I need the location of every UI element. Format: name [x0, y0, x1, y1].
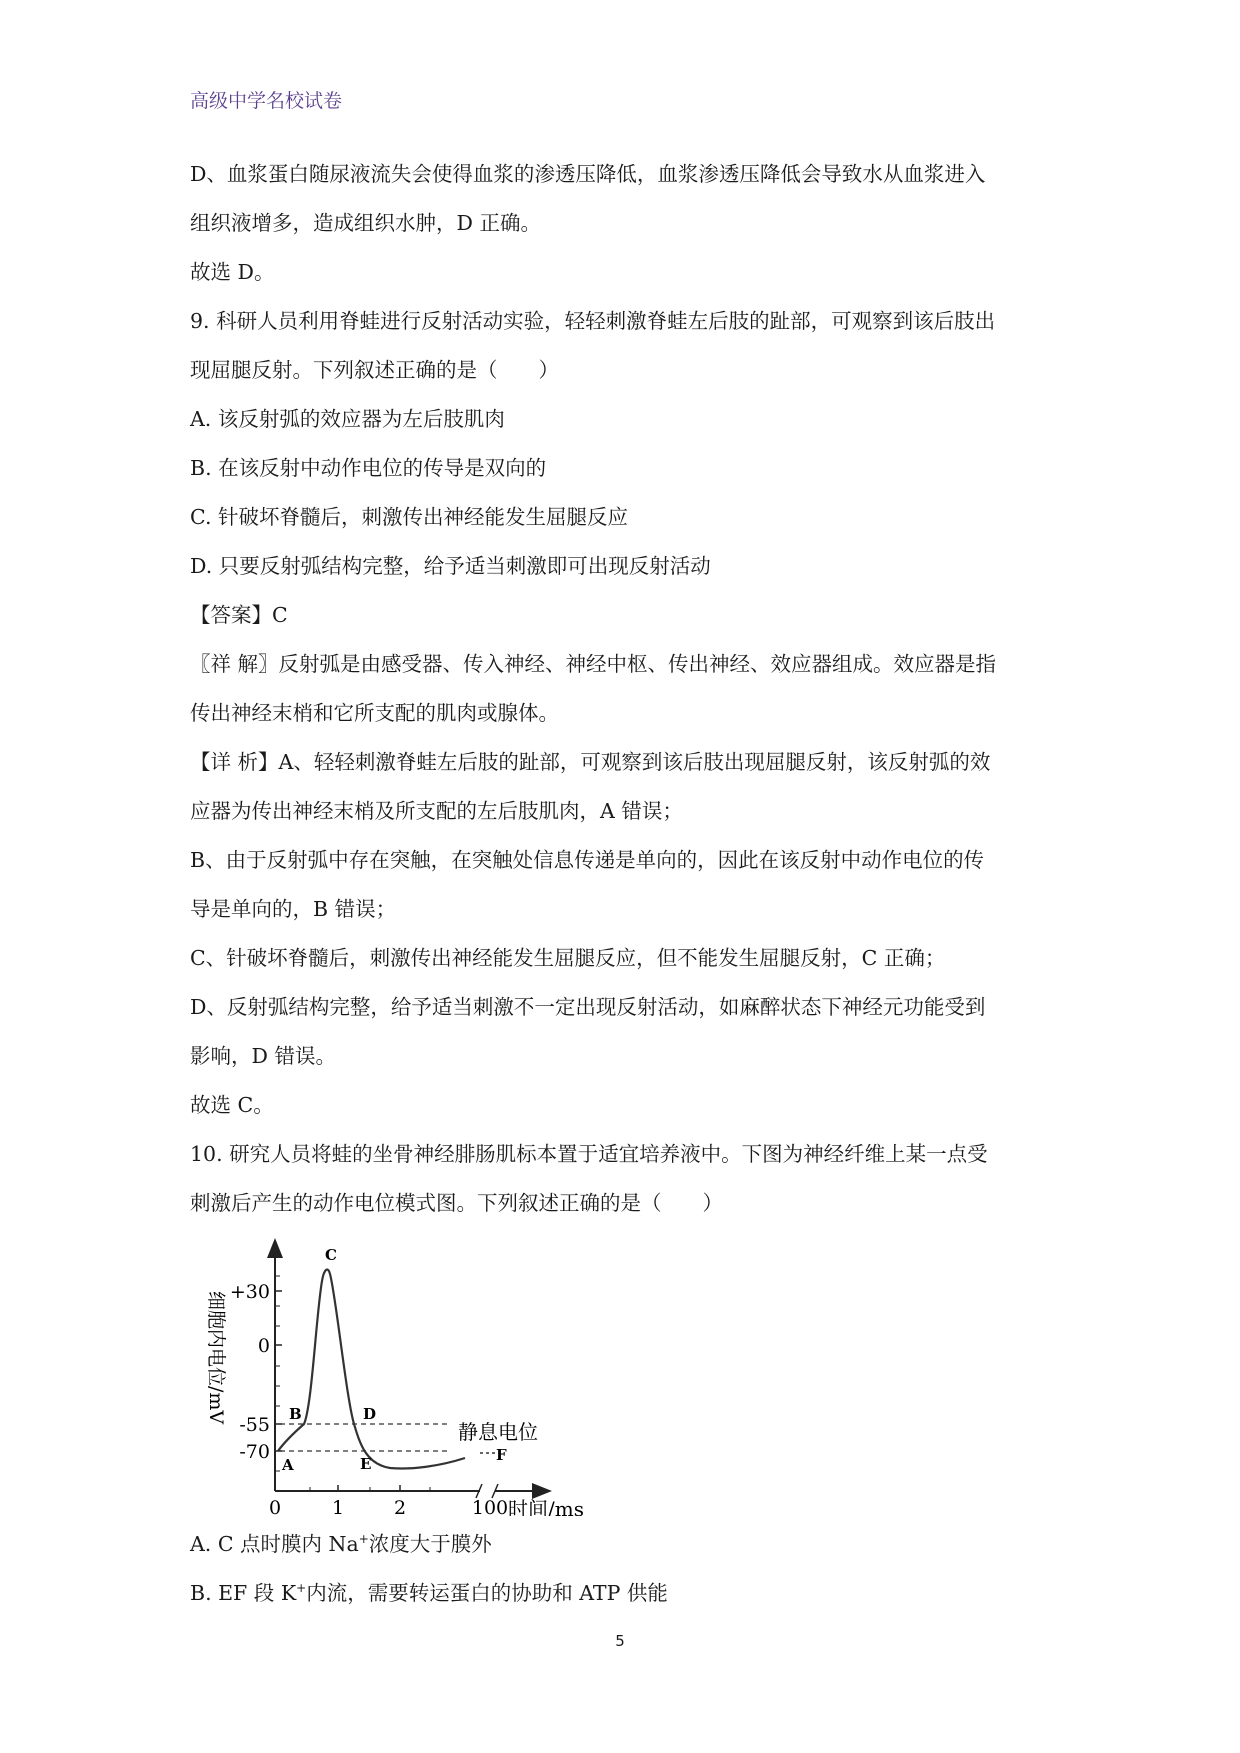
x-tick-label: 1: [331, 1497, 345, 1516]
point-label: D: [363, 1405, 377, 1423]
point-label: A: [282, 1456, 294, 1474]
analysis-text: D、反射弧结构完整，给予适当刺激不一定出现反射活动，如麻醉状态下神经元功能受到: [190, 995, 986, 1019]
analysis-text: 应器为传出神经末梢及所支配的左后肢肌肉，A 错误；: [190, 799, 683, 823]
question-10-stem: 刺激后产生的动作电位模式图。下列叙述正确的是（ ）: [190, 1191, 723, 1215]
text-line: 组织液增多，造成组织水肿，D 正确。: [190, 211, 541, 235]
analysis-text: 【详 析】A、轻轻刺激脊蛙左后肢的趾部，可观察到该后肢出现屈腿反射，该反射弧的效: [190, 750, 991, 774]
point-label: B: [289, 1405, 302, 1423]
option-b: B. EF 段 K+内流，需要转运蛋白的协助和 ATP 供能: [190, 1581, 668, 1605]
conclusion: 故选 C。: [190, 1093, 274, 1117]
potential-curve: [278, 1270, 465, 1469]
point-label: F: [496, 1446, 507, 1464]
answer: 【答案】C: [190, 603, 288, 627]
analysis-text: C、针破坏脊髓后，刺激传出神经能发生屈腿反应，但不能发生屈腿反射，C 正确；: [190, 946, 946, 970]
option-a: A. 该反射弧的效应器为左后肢肌肉: [190, 407, 505, 431]
x-axis-label: 时间/ms: [508, 1497, 584, 1516]
analysis-text: 影响，D 错误。: [190, 1044, 336, 1068]
analysis-text: B、由于反射弧中存在突触，在突触处信息传递是单向的，因此在该反射中动作电位的传: [190, 848, 985, 872]
option-d: D. 只要反射弧结构完整，给予适当刺激即可出现反射活动: [190, 554, 711, 578]
x-tick-label: 100: [471, 1497, 509, 1516]
resting-potential-label: 静息电位: [458, 1420, 538, 1444]
question-text: [190, 156, 1070, 1234]
y-tick-label: -70: [239, 1441, 270, 1463]
action-potential-figure: [190, 1236, 630, 1516]
y-tick-label: 0: [257, 1335, 270, 1357]
y-tick-label: +30: [229, 1281, 270, 1303]
analysis-text: 导是单向的，B 错误；: [190, 897, 397, 921]
point-label: C: [325, 1246, 337, 1264]
option-c: C. 针破坏脊髓后，刺激传出神经能发生屈腿反应: [190, 505, 628, 529]
question-10-options: [190, 1526, 1070, 1624]
text-line: 故选 D。: [190, 260, 275, 284]
x-tick-label: 0: [268, 1497, 282, 1516]
y-axis-label: 细胞内电位/mV: [205, 1291, 227, 1425]
page-number: 5: [615, 1632, 625, 1650]
hint-text: 〖祥 解〗反射弧是由感受器、传入神经、神经中枢、传出神经、效应器组成。效应器是指: [190, 652, 997, 676]
option-a: A. C 点时膜内 Na+浓度大于膜外: [190, 1532, 492, 1556]
question-10-stem: 10. 研究人员将蛙的坐骨神经腓肠肌标本置于适宜培养液中。下图为神经纤维上某一点受: [190, 1142, 988, 1166]
x-tick-label: 2: [393, 1497, 407, 1516]
question-9-stem: 9. 科研人员利用脊蛙进行反射活动实验，轻轻刺激脊蛙左后肢的趾部，可观察到该后肢出: [190, 309, 996, 333]
page-header: 高级中学名校试卷: [190, 90, 343, 112]
point-label: E: [360, 1455, 372, 1473]
hint-text: 传出神经末梢和它所支配的肌肉或腺体。: [190, 701, 559, 725]
option-b: B. 在该反射中动作电位的传导是双向的: [190, 456, 547, 480]
y-tick-label: -55: [239, 1414, 270, 1436]
action-potential-diagram: [190, 1236, 630, 1516]
question-9-stem: 现屈腿反射。下列叙述正确的是（ ）: [190, 358, 559, 382]
text-line: D、血浆蛋白随尿液流失会使得血浆的渗透压降低，血浆渗透压降低会导致水从血浆进入: [190, 162, 986, 186]
